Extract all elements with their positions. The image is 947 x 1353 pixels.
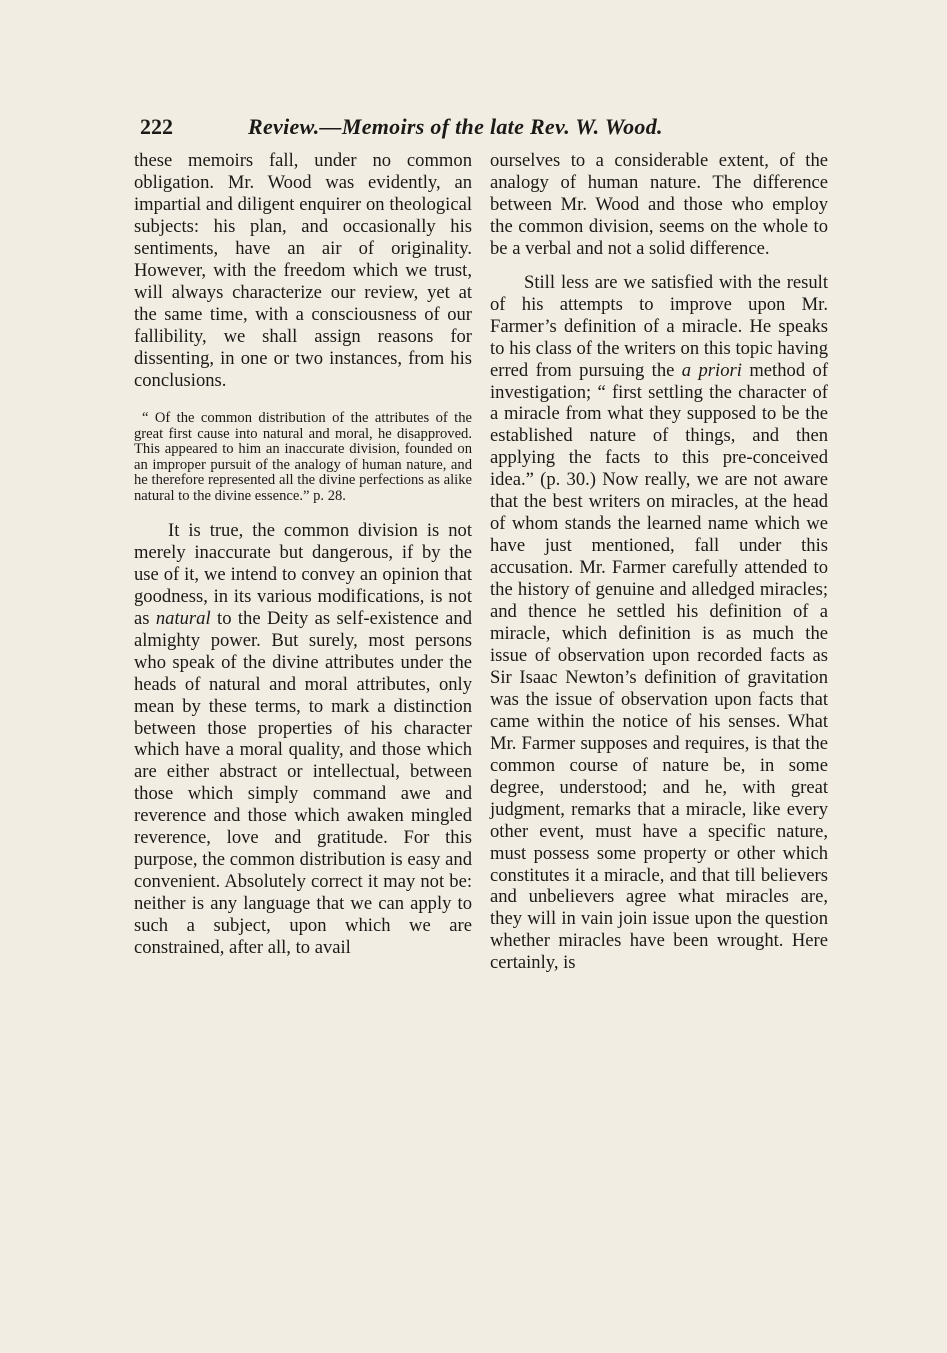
emphasis-natural: natural: [155, 607, 211, 629]
emphasis-a-priori: a priori: [681, 359, 742, 381]
left-paragraph-2-part-a: It is true, the common division is not merely inaccurate but dangerous, if by the use of it, we intend to convey an opinion that goodness, in its various modifications, is not as: [134, 519, 472, 629]
running-title: Review.—Memoirs of the late Rev. W. Wood.: [248, 114, 663, 139]
right-column: [490, 150, 828, 974]
right-paragraph-1: ourselves to a considerable extent, of the analogy of human nature. The difference between Mr. Wood and those who employ the common division, seems on the whole to be a verbal and not a solid difference.: [490, 150, 828, 259]
block-quote: “ Of the common distribution of the attributes of the great first cause into natural and moral, he disapproved. This appeared to him an inaccurate division, founded on an improper pursuit of the analogy of human nature, and he therefore represented all the divine perfections as alike natural to the divine essence.” p. 28.: [134, 410, 472, 504]
left-paragraph-2: [134, 520, 472, 959]
right-paragraph-2: [490, 272, 828, 975]
left-column: [134, 150, 472, 959]
page-number: 222: [140, 114, 173, 139]
right-paragraph-2-part-b: method of investigation; “ first settling the character of a miracle from what they supposed to be the established nature of things, and then applying the facts to this pre-conceived idea.” (p. 30.) Now really, we are not aware that the best writers on miracles, at the head of whom stands the learned name which we have just mentioned, fall under this accusation. Mr. Farmer carefully attended to the history of genuine and alledged miracles; and thence he settled his definition of a miracle, which definition is as much the issue of observation upon recorded facts as Sir Isaac Newton’s definition of gravitation was the issue of observation upon facts that came within the notice of his senses. What Mr. Farmer supposes and requires, is that the common course of nature be, in some degree, understood; and he, with great judgment, remarks that a miracle, like every other event, must have a specific nature, must possess some property or other which constitutes it a miracle, and that till believers and unbelievers agree what miracles are, they will in vain join issue upon the question whether miracles have been wrought. Here certainly, is: [490, 359, 829, 974]
running-header: [140, 114, 840, 144]
right-paragraph-2-part-a: Still less are we satisfied with the result of his attempts to improve upon Mr. Farmer’s definition of a miracle. He speaks to his class of the writers on this topic having erred from pursuing the: [490, 271, 828, 381]
left-paragraph-1: these memoirs fall, under no common obligation. Mr. Wood was evidently, an impartial and diligent enquirer on theological subjects: his plan, and occasionally his sentiments, have an air of originality. However, with the freedom which we trust, will always characterize our review, yet at the same time, with a consciousness of our fallibility, we shall assign reasons for dissenting, in one or two instances, from his conclusions.: [134, 150, 472, 391]
left-paragraph-2-part-b: to the Deity as self-existence and almighty power. But surely, most persons who speak of the divine attributes under the heads of natural and moral attributes, only mean by these terms, to mark a distinction between those properties of his character which have a moral quality, and those which are either abstract or intellectual, between those which simply command awe and reverence and those which awaken mingled reverence, love and gratitude. For this purpose, the common distribution is easy and convenient. Absolutely correct it may not be: neither is any language that we can apply to such a subject, upon which we are constrained, after all, to avail: [134, 607, 472, 959]
